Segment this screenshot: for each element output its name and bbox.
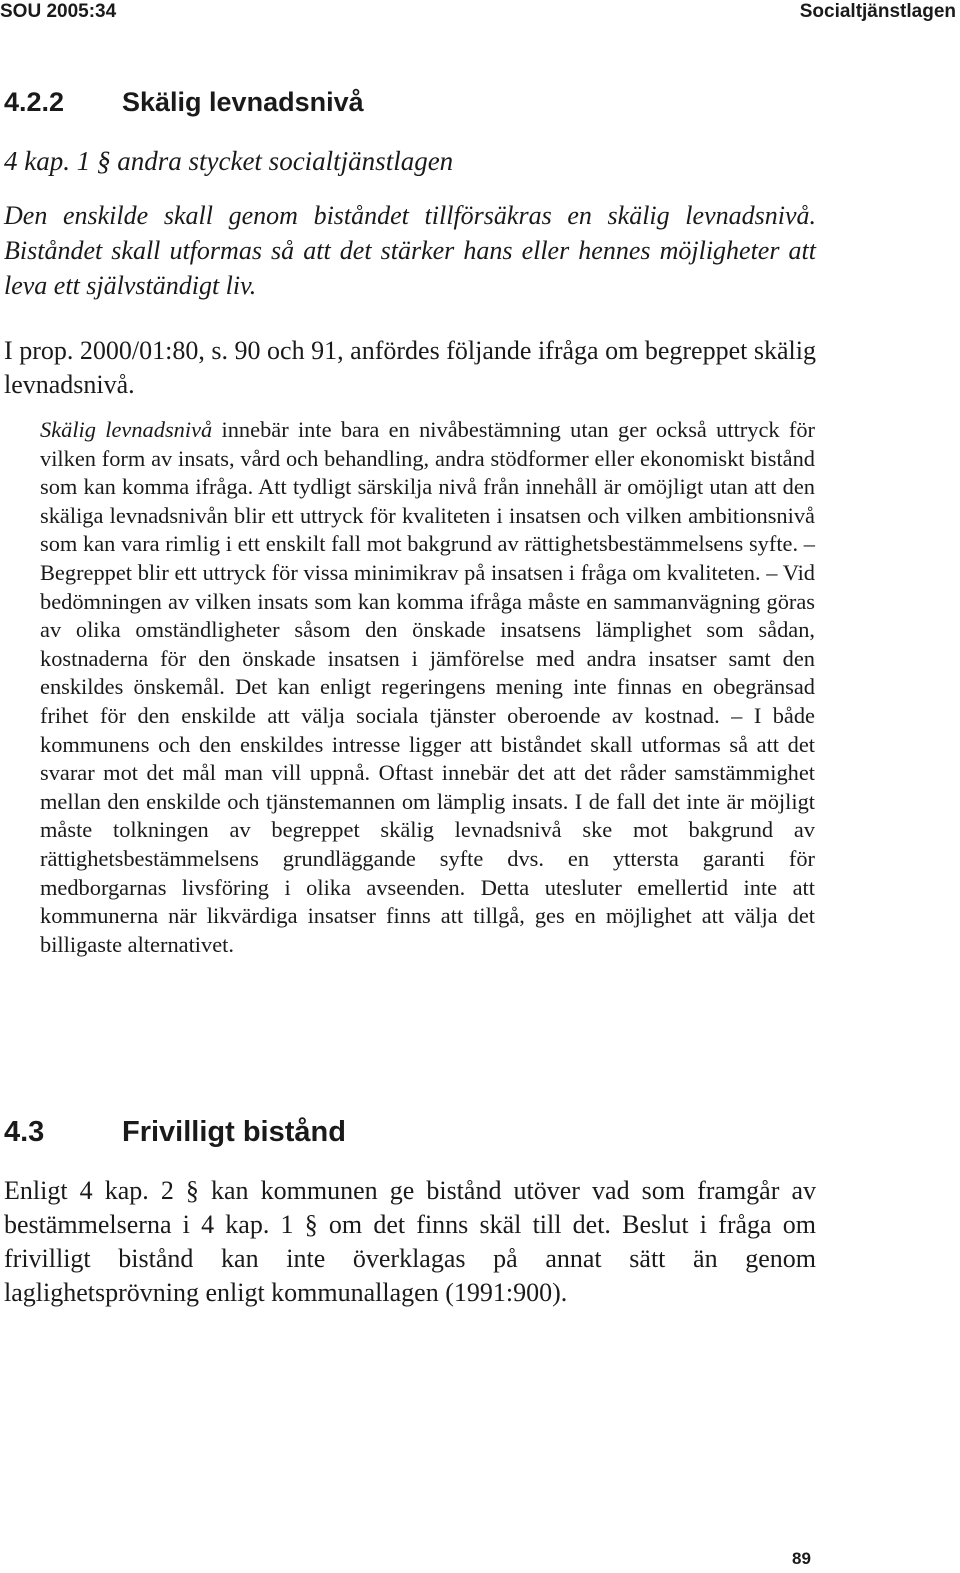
running-header-right: Socialtjänstlagen bbox=[799, 1, 956, 22]
running-header-left: SOU 2005:34 bbox=[0, 1, 117, 22]
section-title: Frivilligt bistånd bbox=[122, 1116, 346, 1148]
page-number: 89 bbox=[792, 1549, 811, 1568]
quoted-block-text: innebär inte bara en nivåbestämning utan ger också uttryck för vilken form av insats, vård och behandling, andra stödformer eller ekonomiskt bistånd som kan komma ifråga. Att tydligt särskilja nivå från innehåll är omöjligt utan att den skäliga levnadsnivån blir ett uttryck för kvaliteten i insatsen och vilken ambitionsnivå som kan vara rimlig i ett enskilt fall mot bakgrund av rättighetsbestämmelsens syfte. – Begreppet blir ett uttryck för vissa minimikrav på insatsen i fråga om kvaliteten. – Vid bedömningen av vilken insats som kan komma ifråga måste en sammanvägning göras av olika omständligheter såsom den önskade insatsens lämplighet som sådan, kostnaderna för den önskade insatsen i jämförelse med andra insatser samt den enskildes önskemål. Det kan enligt regeringens mening inte finnas en obegränsad frihet för den enskilde att välja sociala tjänster oberoende av kostnad. – I både kommunens och den enskildes intresse ligger att biståndet skall utformas så att det svarar mot det mål man vill uppnå. Oftast innebär det att det råder samstämmighet mellan den enskilde och tjänstemannen om lämplig insats. I de fall det inte är möjligt måste tolkningen av begreppet skälig levnadsnivå ske mot bakgrund av rättighetsbestämmelsens grundläggande syfte dvs. en yttersta garanti för medborgarnas livsföring i olika avseenden. Detta utesluter emellertid inte att kommunerna när likvärdiga insatser finns att tillgå, ges en möjlighet att välja det billigaste alternativet. bbox=[40, 417, 816, 957]
law-reference: 4 kap. 1 § andra stycket socialtjänstlagen bbox=[4, 146, 454, 176]
quoted-block bbox=[40, 416, 815, 959]
section-title: Skälig levnadsnivå bbox=[122, 87, 364, 117]
intro-paragraph: I prop. 2000/01:80, s. 90 och 91, anfördes följande ifråga om begreppet skälig levnadsnivå. bbox=[4, 336, 816, 399]
quoted-block-lead: Skälig levnadsnivå bbox=[40, 417, 213, 442]
frivilligt-paragraph: Enligt 4 kap. 2 § kan kommunen ge bistånd utöver vad som framgår av bestämmelserna i 4 kap. 1 § om det finns skäl till det. Beslut i fråga om frivilligt bistånd kan inte överklagas på annat sätt än genom laglighetsprövning enligt kommunallagen (1991:900). bbox=[4, 1176, 816, 1307]
law-quote: Den enskilde skall genom biståndet tillförsäkras en skälig levnadsnivå. Biståndet skall utformas så att det stärker hans eller hennes möjligheter att leva ett självständigt liv. bbox=[4, 201, 816, 300]
section-heading-4-2-2 bbox=[4, 84, 364, 120]
section-number: 4.3 bbox=[4, 1116, 45, 1148]
section-number: 4.2.2 bbox=[4, 87, 65, 117]
section-heading-4-3 bbox=[4, 1113, 346, 1151]
